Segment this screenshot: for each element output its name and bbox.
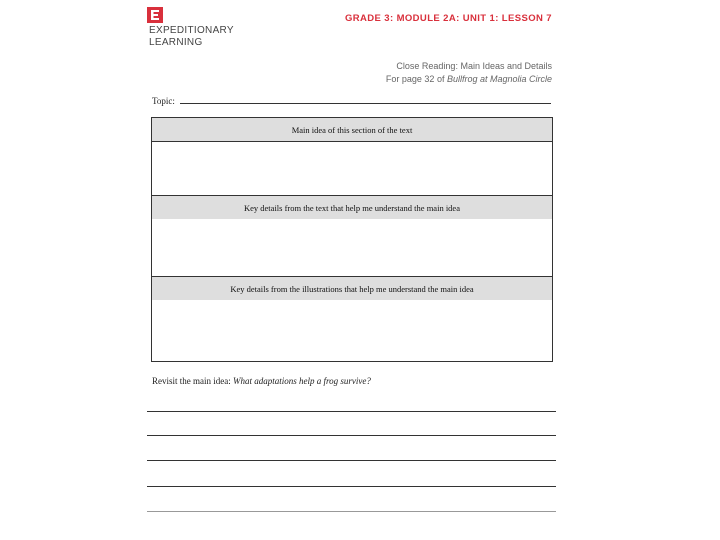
revisit-question: What adaptations help a frog survive? bbox=[232, 376, 371, 386]
revisit-prompt bbox=[152, 376, 371, 386]
worksheet-subtitle bbox=[386, 60, 552, 86]
worksheet-source bbox=[386, 73, 552, 86]
logo-wordmark bbox=[149, 25, 234, 49]
logo-line-1: EXPEDITIONARY bbox=[149, 25, 234, 36]
answer-line[interactable] bbox=[147, 411, 556, 412]
answer-line[interactable] bbox=[147, 486, 556, 487]
table-header-label: Key details from the text that help me understand the main idea bbox=[244, 202, 460, 213]
logo-line-2: LEARNING bbox=[149, 37, 203, 48]
table-header-text-details bbox=[152, 195, 552, 220]
main-idea-details-table bbox=[151, 117, 553, 362]
source-prefix: For page 32 of bbox=[385, 74, 447, 84]
text-details-answer-cell[interactable] bbox=[152, 219, 552, 276]
table-header-illustration-details bbox=[152, 276, 552, 301]
expeditionary-learning-logo-icon bbox=[147, 7, 163, 23]
answer-line[interactable] bbox=[147, 435, 556, 436]
book-title: Bullfrog at Magnolia Circle bbox=[446, 74, 552, 84]
answer-line[interactable] bbox=[147, 460, 556, 461]
table-header-main-idea bbox=[152, 118, 552, 142]
main-idea-answer-cell[interactable] bbox=[152, 142, 552, 195]
table-header-label: Key details from the illustrations that help me understand the main idea bbox=[230, 283, 474, 294]
table-header-label: Main idea of this section of the text bbox=[291, 124, 413, 135]
illustration-details-answer-cell[interactable] bbox=[152, 300, 552, 361]
grade-module-heading: GRADE 3: MODULE 2A: UNIT 1: LESSON 7 bbox=[344, 13, 552, 24]
topic-label: Topic: bbox=[152, 96, 175, 106]
revisit-label: Revisit the main idea: bbox=[152, 376, 233, 386]
worksheet-title: Close Reading: Main Ideas and Details bbox=[396, 61, 552, 71]
topic-answer-line[interactable] bbox=[180, 103, 551, 104]
footer-divider bbox=[147, 511, 556, 512]
